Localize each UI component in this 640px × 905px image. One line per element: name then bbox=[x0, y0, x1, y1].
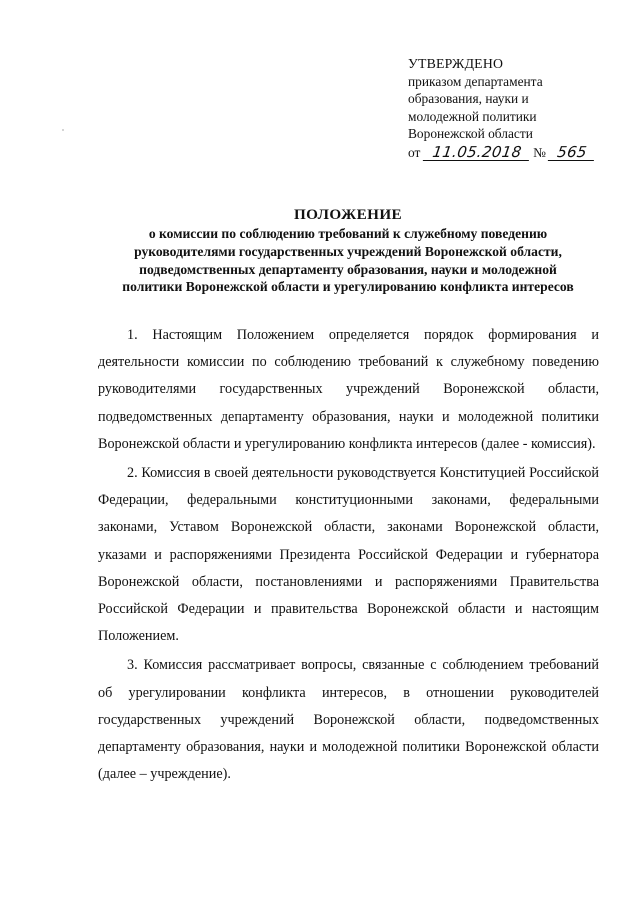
document-subtitle-line: о комиссии по соблюдению требований к служебному поведению bbox=[148, 226, 548, 241]
approval-heading: УТВЕРЖДЕНО bbox=[408, 56, 504, 71]
paragraph bbox=[98, 460, 599, 650]
document-title-block bbox=[92, 205, 604, 296]
approval-line: приказом департамента bbox=[408, 73, 543, 89]
paragraph-text: 1. Настоящим Положением определяется порядок формирования и деятельности комиссии по соблюдению требований к служебному поведению руководителями государственных учреждений Воронежской области, подведомственных департаменту образования, науки и молодежной политики Воронежской области и урегулированию конфликта интересов (далее - комиссия). bbox=[98, 327, 599, 452]
handwritten-number: 565 bbox=[548, 144, 596, 161]
date-prefix: от bbox=[408, 144, 421, 160]
approval-date-number-row bbox=[408, 144, 623, 162]
document-subtitle-line: политики Воронежской области и урегулированию конфликта интересов bbox=[122, 279, 574, 295]
paragraph-text: 3. Комиссия рассматривает вопросы, связанные с соблюдением требований об урегулировании конфликта интересов, в отношении руководителей государственных учреждений Воронежской области, подведомственных департаменту образования, науки и молодежной политики Воронежской области (далее – учреждение). bbox=[98, 657, 599, 783]
scan-speck bbox=[62, 129, 64, 131]
approval-stamp-block bbox=[408, 55, 623, 162]
document-body bbox=[98, 322, 599, 790]
number-prefix: № bbox=[533, 144, 546, 160]
paragraph bbox=[98, 322, 599, 458]
paragraph bbox=[98, 652, 599, 788]
approval-line: Воронежской области bbox=[408, 126, 533, 142]
approval-line: образования, науки и bbox=[408, 91, 529, 107]
document-title: ПОЛОЖЕНИЕ bbox=[293, 206, 403, 223]
document-subtitle-line: руководителями государственных учреждений Воронежской области, bbox=[134, 243, 562, 259]
paragraph-text: 2. Комиссия в своей деятельности руководствуется Конституцией Российской Федерации, федеральными конституционными законами, федеральными законами, Уставом Воронежской области, законами Воронежской области, указами и распоряжениями Президента Российской Федерации и губернатора Воронежской области, постановлениями и распоряжениями Правительства Российской Федерации и правительства Воронежской области и настоящим Положением. bbox=[98, 465, 599, 645]
document-subtitle-line: подведомственных департаменту образования, науки и молодежной bbox=[139, 261, 557, 277]
handwritten-date: 11.05.2018 bbox=[423, 144, 531, 161]
approval-line: молодежной политики bbox=[408, 108, 537, 124]
